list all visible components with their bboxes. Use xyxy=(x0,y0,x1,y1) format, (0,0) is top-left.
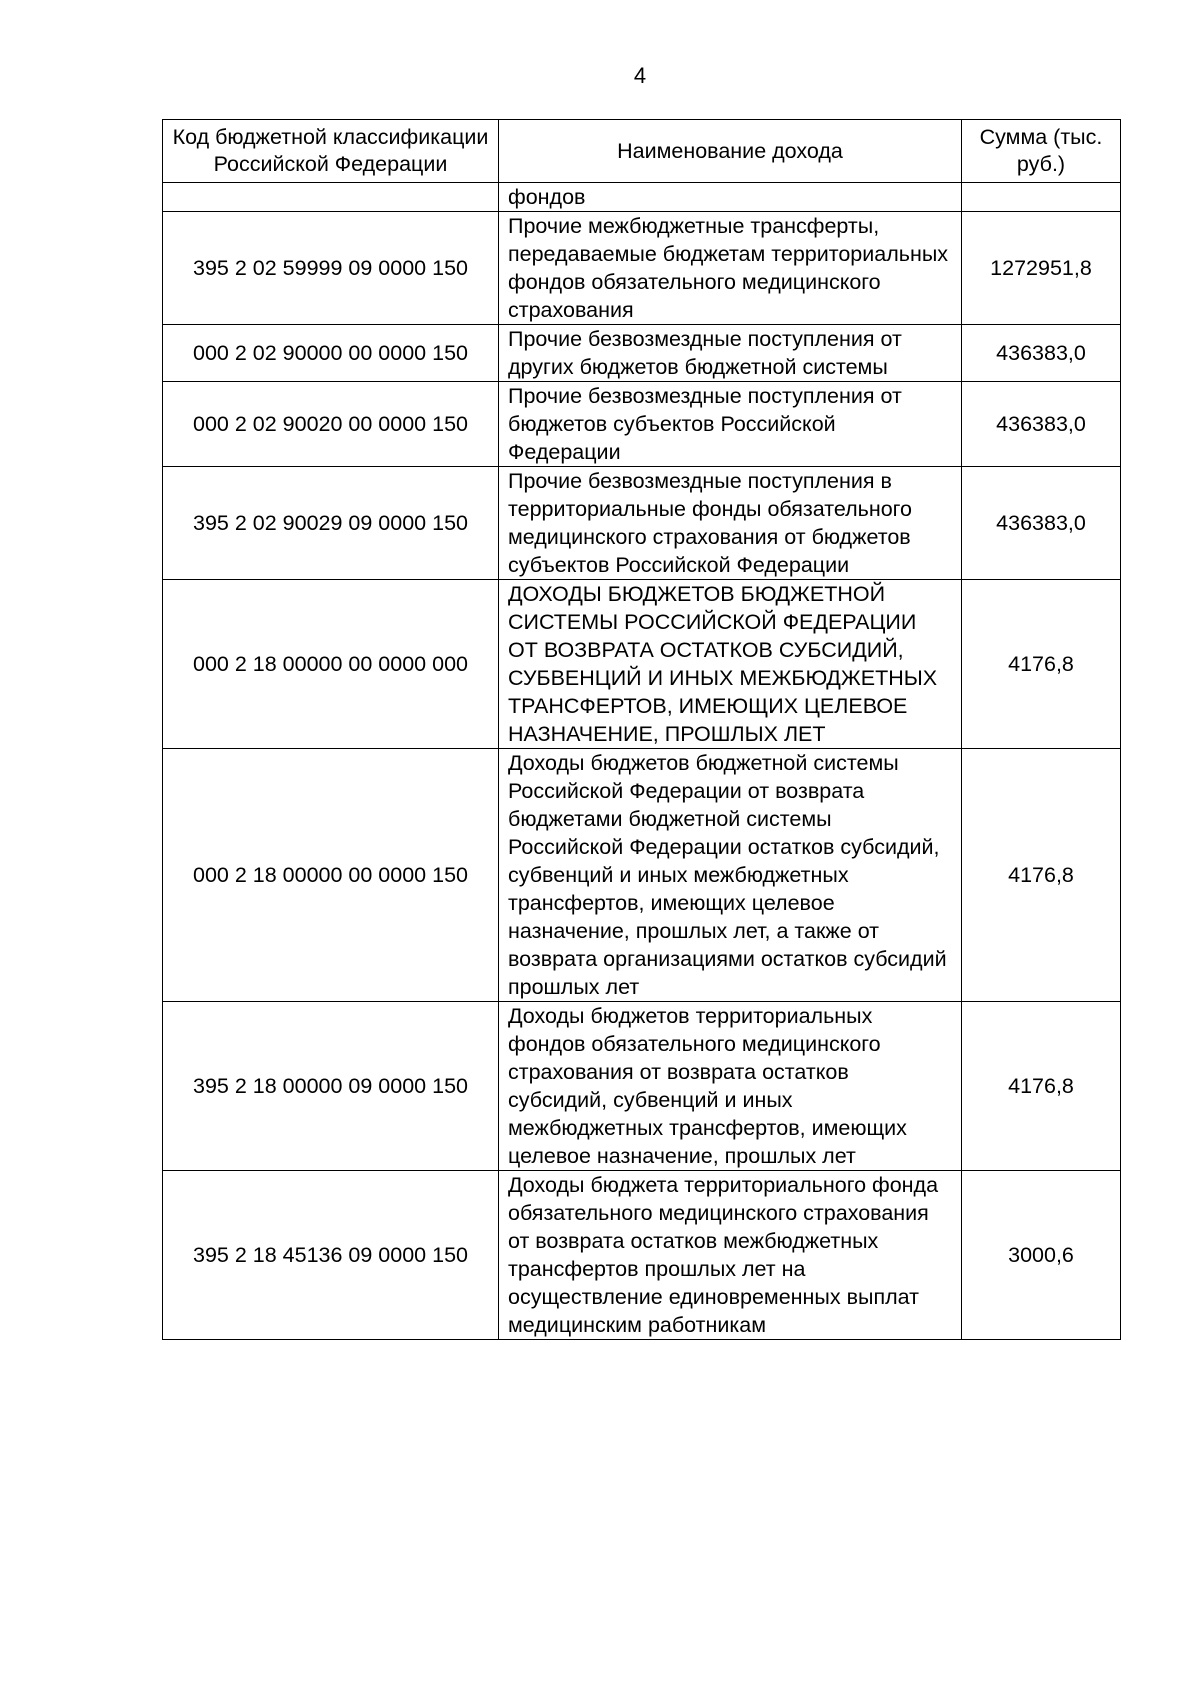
budget-code: 395 2 18 45136 09 0000 150 xyxy=(163,1171,499,1340)
income-sum xyxy=(962,183,1121,212)
income-name: ДОХОДЫ БЮДЖЕТОВ БЮДЖЕТНОЙ СИСТЕМЫ РОССИЙСКОЙ ФЕДЕРАЦИИ ОТ ВОЗВРАТА ОСТАТКОВ СУБСИДИЙ, СУБВЕНЦИЙ И ИНЫХ МЕЖБЮДЖЕТНЫХ ТРАНСФЕРТОВ, ИМЕЮЩИХ ЦЕЛЕВОЕ НАЗНАЧЕНИЕ, ПРОШЛЫХ ЛЕТ xyxy=(499,580,962,749)
income-sum: 4176,8 xyxy=(962,580,1121,749)
budget-code: 000 2 02 90000 00 0000 150 xyxy=(163,325,499,382)
income-name: Прочие межбюджетные трансферты, передаваемые бюджетам территориальных фондов обязательного медицинского страхования xyxy=(499,212,962,325)
table-row xyxy=(163,749,1121,1002)
budget-code: 000 2 18 00000 00 0000 150 xyxy=(163,749,499,1002)
table-row xyxy=(163,580,1121,749)
income-sum: 436383,0 xyxy=(962,325,1121,382)
income-name: Доходы бюджета территориального фонда обязательного медицинского страхования от возврата остатков межбюджетных трансфертов прошлых лет на осуществление единовременных выплат медицинским работникам xyxy=(499,1171,962,1340)
budget-code: 000 2 18 00000 00 0000 000 xyxy=(163,580,499,749)
table-row xyxy=(163,1171,1121,1340)
income-table xyxy=(162,119,1121,1340)
income-sum: 3000,6 xyxy=(962,1171,1121,1340)
table-row xyxy=(163,183,1121,212)
page-number: 4 xyxy=(633,63,647,88)
income-name: Прочие безвозмездные поступления от других бюджетов бюджетной системы xyxy=(499,325,962,382)
header-row xyxy=(163,120,1121,183)
income-name: Доходы бюджетов бюджетной системы Российской Федерации от возврата бюджетами бюджетной системы Российской Федерации остатков субсидий, субвенций и иных межбюджетных трансфертов, имеющих целевое назначение, прошлых лет, а также от возврата организациями остатков субсидий прошлых лет xyxy=(499,749,962,1002)
income-sum: 4176,8 xyxy=(962,1002,1121,1171)
budget-code: 395 2 02 90029 09 0000 150 xyxy=(163,467,499,580)
table-row xyxy=(163,212,1121,325)
table-row xyxy=(163,325,1121,382)
income-name: фондов xyxy=(499,183,962,212)
income-name: Прочие безвозмездные поступления от бюджетов субъектов Российской Федерации xyxy=(499,382,962,467)
income-sum: 1272951,8 xyxy=(962,212,1121,325)
header-code: Код бюджетной классификации Российской Федерации xyxy=(163,120,499,183)
table-row xyxy=(163,382,1121,467)
budget-code: 395 2 02 59999 09 0000 150 xyxy=(163,212,499,325)
budget-code: 395 2 18 00000 09 0000 150 xyxy=(163,1002,499,1171)
budget-code xyxy=(163,183,499,212)
header-name: Наименование дохода xyxy=(499,120,962,183)
table-row xyxy=(163,467,1121,580)
header-sum: Сумма (тыс. руб.) xyxy=(962,120,1121,183)
table-row xyxy=(163,1002,1121,1171)
income-name: Прочие безвозмездные поступления в территориальные фонды обязательного медицинского страхования от бюджетов субъектов Российской Федерации xyxy=(499,467,962,580)
income-name: Доходы бюджетов территориальных фондов обязательного медицинского страхования от возврата остатков субсидий, субвенций и иных межбюджетных трансфертов, имеющих целевое назначение, прошлых лет xyxy=(499,1002,962,1171)
income-sum: 4176,8 xyxy=(962,749,1121,1002)
income-sum: 436383,0 xyxy=(962,382,1121,467)
income-sum: 436383,0 xyxy=(962,467,1121,580)
budget-code: 000 2 02 90020 00 0000 150 xyxy=(163,382,499,467)
